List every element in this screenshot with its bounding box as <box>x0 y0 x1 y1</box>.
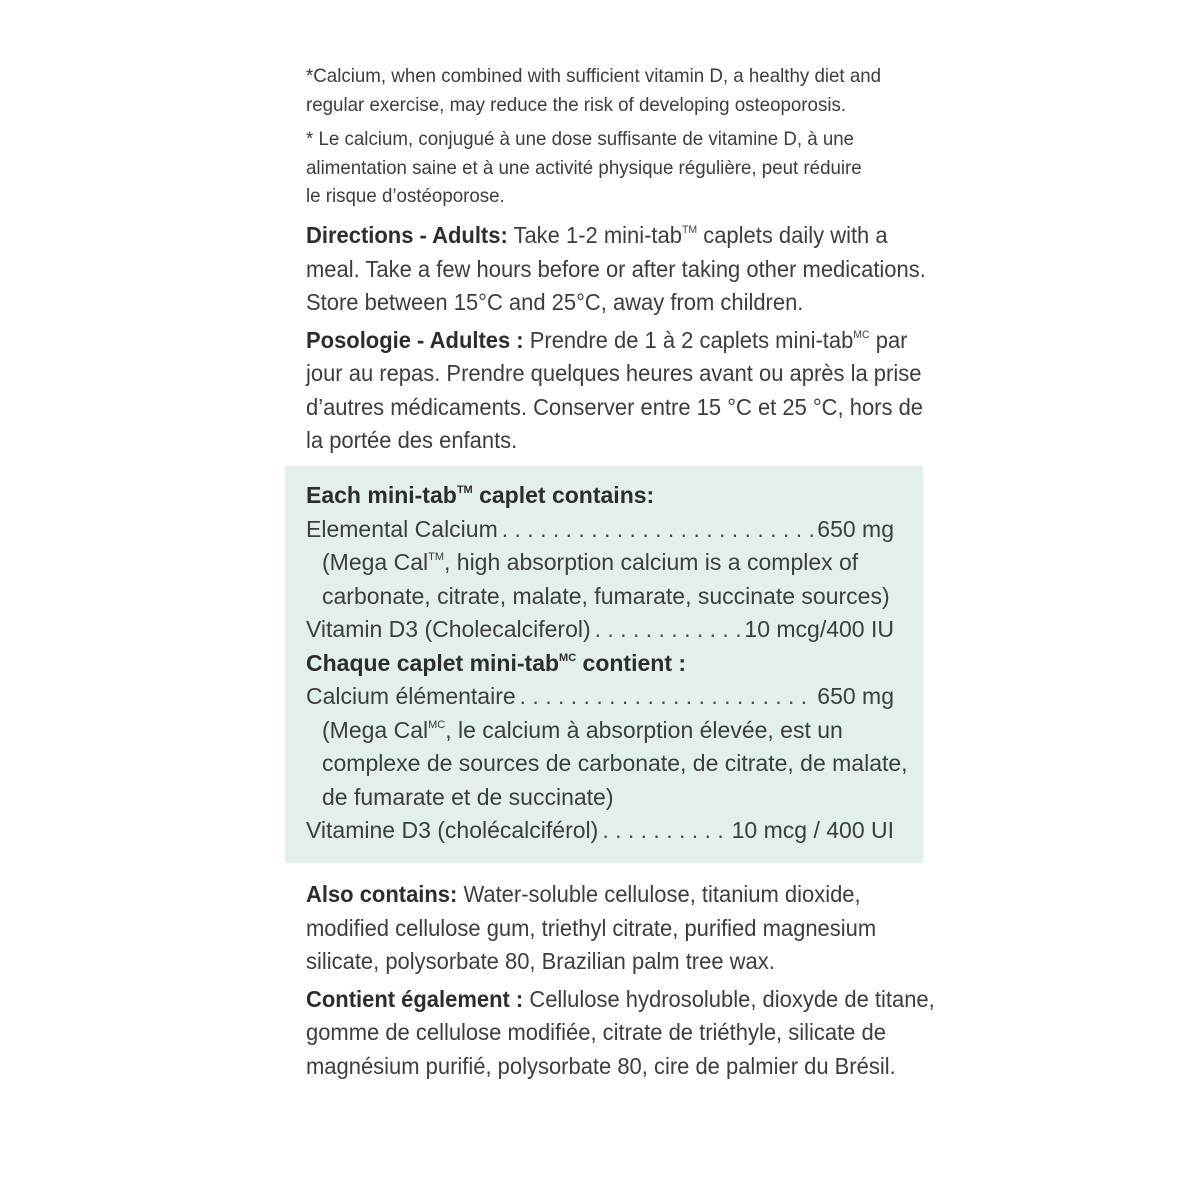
directions-english <box>306 219 936 320</box>
ingredient-name: Vitamine D3 (cholécalciférol) <box>306 817 599 843</box>
claim-french-line2: alimentation saine et à une activité physique régulière, peut réduire <box>306 156 862 179</box>
ingredient-name: Calcium élémentaire <box>306 683 516 709</box>
directions-english-text-a: Take 1-2 mini-tab <box>507 222 682 248</box>
ingredients-french-heading-b: contient : <box>576 649 687 676</box>
directions-section <box>306 219 936 462</box>
ingredient-note-line1-a: (Mega Cal <box>322 549 429 575</box>
marque-mark: MC <box>853 328 870 341</box>
claim-french <box>306 125 920 211</box>
also-contains-french-text: Cellulose hydrosoluble, dioxyde de titane, gomme de cellulose modifiée, citrate de triéthyle, silicate de magnésium purifié, polysorbate 80, cire de palmier du Brésil. <box>306 985 935 1079</box>
ingredient-note-line2: complexe de sources de carbonate, de citrate, de malate, <box>322 750 908 776</box>
dot-leader <box>502 513 814 547</box>
ingredients-french-heading-a: Chaque caplet mini-tab <box>306 649 560 676</box>
marque-mark: MC <box>428 718 446 731</box>
ingredient-note-line1-b: , high absorption calcium is a complex of <box>444 549 859 575</box>
also-contains-french <box>306 983 936 1084</box>
claim-french-line3: le risque d’ostéoporose. <box>306 185 505 207</box>
ingredients-panel <box>285 466 923 863</box>
also-contains-french-heading: Contient également : <box>306 985 524 1012</box>
marque-mark: MC <box>559 651 577 664</box>
ingredient-row-calcium-french <box>306 680 894 714</box>
ingredient-amount: 650 mg <box>817 515 894 542</box>
ingredient-row-calcium-english <box>306 513 894 547</box>
ingredients-panel-content <box>306 479 908 848</box>
trademark-mark: TM <box>681 224 698 236</box>
ingredient-amount: 10 mcg / 400 UI <box>731 817 894 843</box>
claim-english: *Calcium, when combined with sufficient vitamin D, a healthy diet and regular exercise, may reduce the risk of developing osteoporosis. <box>306 65 882 116</box>
also-contains-english <box>306 878 936 979</box>
directions-french-text-b: par jour au repas. Prendre quelques heures avant ou après la prise d’autres médicaments. Conserver entre 15 °C et 25 °C, hors de la portée des enfants. <box>306 326 924 453</box>
directions-french-text-a: Prendre de 1 à 2 caplets mini-tab <box>523 326 854 353</box>
directions-french <box>306 324 936 458</box>
directions-french-heading: Posologie - Adultes : <box>306 326 524 353</box>
ingredient-note-line1-b: , le calcium à absorption élevée, est un <box>445 716 843 743</box>
ingredients-french-heading <box>306 647 894 681</box>
claim-french-line1: * Le calcium, conjugué à une dose suffisante de vitamine D, à une <box>306 128 855 150</box>
ingredient-row-vitamin-d-english <box>306 613 894 647</box>
dot-leader <box>602 814 727 848</box>
ingredients-english-heading <box>306 479 894 513</box>
health-claims <box>306 62 920 217</box>
ingredient-note-french <box>306 714 908 815</box>
ingredients-english-heading-b: caplet contains: <box>472 482 655 508</box>
directions-english-text-b: caplets daily with a meal. Take a few hours before or after taking other medications. Store between 15°C and 25°C, away from children. <box>306 222 926 315</box>
ingredient-note-english <box>306 546 894 613</box>
dot-leader <box>595 613 741 647</box>
trademark-mark: TM <box>456 484 473 496</box>
ingredient-row-vitamin-d-french <box>306 814 894 848</box>
ingredient-name: Vitamin D3 (Cholecalciferol) <box>306 616 591 642</box>
ingredient-amount: 650 mg <box>817 683 894 709</box>
ingredients-english-heading-a: Each mini-tab <box>306 482 457 508</box>
ingredient-name: Elemental Calcium <box>306 515 498 542</box>
also-contains-english-text: Water-soluble cellulose, titanium dioxide, modified cellulose gum, triethyl citrate, purified magnesium silicate, polysorbate 80, Brazilian palm tree wax. <box>306 881 877 974</box>
dot-leader <box>520 680 814 714</box>
also-contains-section <box>306 878 936 1087</box>
ingredient-note-line1-a: (Mega Cal <box>322 716 429 743</box>
directions-english-heading: Directions - Adults: <box>306 222 508 248</box>
ingredient-note-line3: de fumarate et de succinate) <box>322 783 614 810</box>
trademark-mark: TM <box>428 551 444 563</box>
ingredient-amount: 10 mcg/400 IU <box>744 616 894 642</box>
ingredient-note-line2: carbonate, citrate, malate, fumarate, succinate sources) <box>322 582 890 609</box>
also-contains-english-heading: Also contains: <box>306 881 458 907</box>
